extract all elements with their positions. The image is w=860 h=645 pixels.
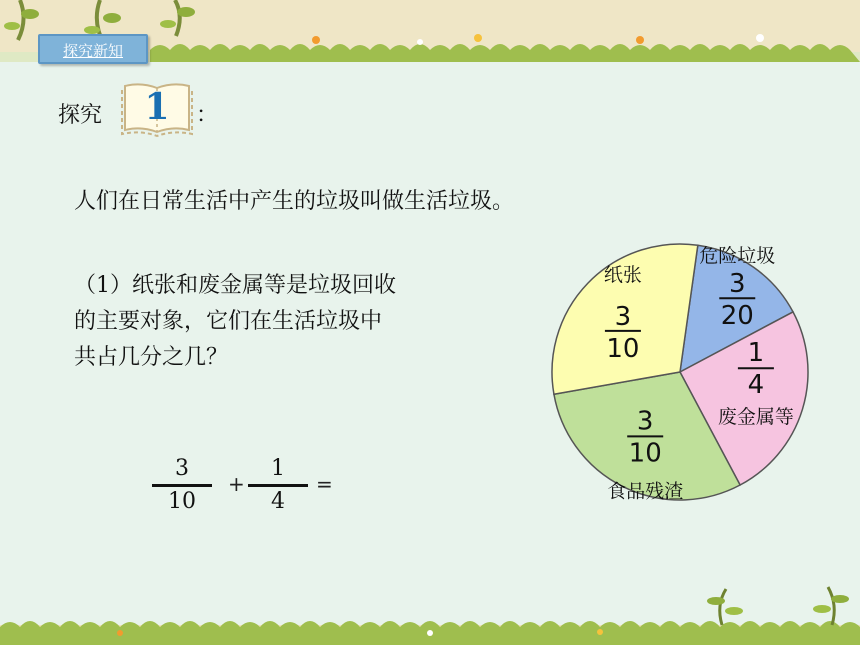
pie-slice-label: 危险垃圾 <box>699 245 776 268</box>
question-text <box>74 268 514 376</box>
equals-sign: = <box>316 472 333 496</box>
pie-slice-numerator: 1 <box>747 338 765 369</box>
question-line: （1）纸张和废金属等是垃圾回收 <box>74 273 396 298</box>
fraction-equation <box>150 452 350 522</box>
explore-label: 探究 <box>58 103 103 128</box>
pie-slice-denominator: 10 <box>606 333 640 364</box>
fraction-b-bar <box>248 484 308 487</box>
fraction-b-numerator: 1 <box>271 456 285 481</box>
fraction-a-denominator: 10 <box>168 489 196 514</box>
pie-chart-svg <box>540 238 820 508</box>
pie-slice-denominator: 4 <box>747 370 765 401</box>
pie-slice-numerator: 3 <box>636 406 654 437</box>
question-line: 共占几分之几？ <box>74 345 229 370</box>
pie-slice-label: 纸张 <box>603 263 642 286</box>
fraction-a-numerator: 3 <box>175 456 189 481</box>
fraction-a <box>152 456 212 515</box>
pie-slice-label: 食品残渣 <box>607 480 684 503</box>
fraction-a-bar <box>152 484 212 487</box>
plus-sign: + <box>228 472 245 496</box>
pie-slice-denominator: 20 <box>720 301 754 332</box>
section-tag[interactable]: 探究新知 <box>38 34 148 64</box>
fraction-b-denominator: 4 <box>271 489 285 514</box>
pie-chart <box>540 238 820 508</box>
bottom-decorative-banner <box>0 585 860 645</box>
pie-slice-label: 废金属等 <box>717 406 794 429</box>
fraction-b <box>248 456 308 515</box>
explore-colon: ： <box>196 103 219 128</box>
question-line: 的主要对象，它们在生活垃圾中 <box>74 309 383 334</box>
pie-slice-numerator: 3 <box>614 301 632 332</box>
intro-sentence: 人们在日常生活中产生的垃圾叫做生活垃圾。 <box>74 189 515 214</box>
pie-slice-numerator: 3 <box>728 269 746 300</box>
pie-slice-denominator: 10 <box>628 438 662 469</box>
explore-number: 1 <box>144 86 170 128</box>
